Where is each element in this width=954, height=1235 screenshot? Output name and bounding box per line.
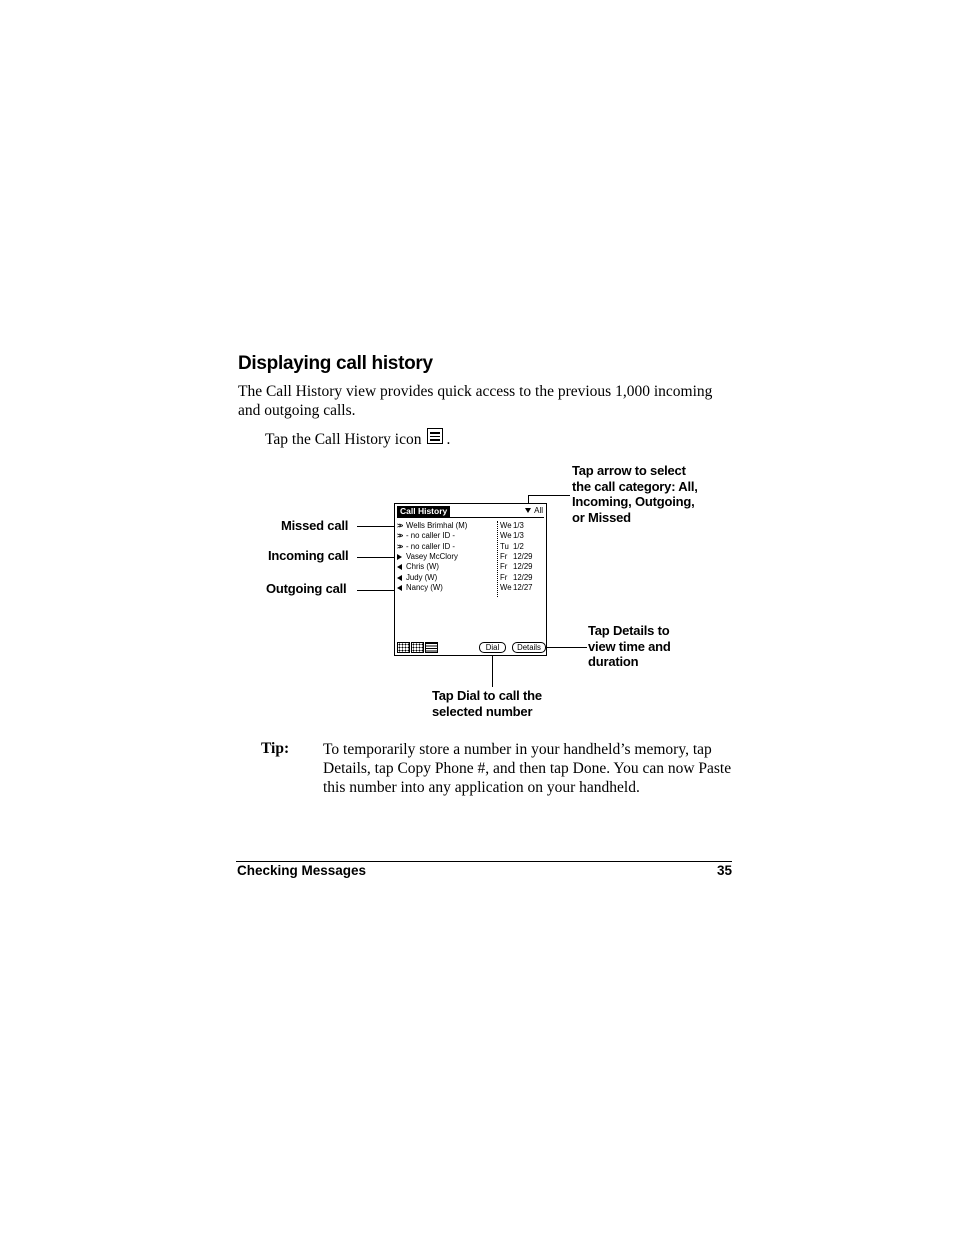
caller-name: Chris (W) <box>406 562 439 572</box>
outgoing-call-icon <box>397 585 404 592</box>
outgoing-call-icon <box>397 575 404 582</box>
tip-label: Tip: <box>261 740 290 757</box>
callout-category: Tap arrow to select the call category: All, Incoming, Outgoing, or Missed <box>572 463 698 525</box>
dial-button[interactable]: Dial <box>479 642 506 653</box>
call-date: 1/2 <box>513 541 524 551</box>
caller-name: - no caller ID - <box>406 531 455 541</box>
call-date: 12/29 <box>513 551 533 561</box>
tip-text: To temporarily store a number in your handheld’s memory, tap Details, tap Copy Phone #, and then tap Done. You can now Paste this number into any application on your handheld. <box>323 741 732 796</box>
dropdown-arrow-icon[interactable] <box>525 508 531 513</box>
section-heading: Displaying call history <box>238 353 433 374</box>
call-row[interactable] <box>397 552 542 562</box>
caller-name: Vasey McClory <box>406 551 458 561</box>
instruction-line <box>265 431 450 449</box>
leader-incoming <box>357 557 395 558</box>
footer-rule <box>236 861 732 862</box>
call-day: We <box>500 582 512 592</box>
call-history-screen <box>394 503 547 656</box>
leader-category-h <box>528 495 570 496</box>
callout-outgoing-call: Outgoing call <box>266 581 347 596</box>
small-grid-view-icon[interactable] <box>411 642 424 653</box>
missed-call-icon: >> <box>397 523 402 530</box>
call-day: We <box>500 521 512 530</box>
call-day: Tu <box>500 541 509 551</box>
leader-outgoing <box>357 590 395 591</box>
call-date: 12/29 <box>513 572 533 582</box>
call-date: 12/29 <box>513 562 533 572</box>
call-date: 12/27 <box>513 582 533 592</box>
call-date: 1/3 <box>513 521 524 530</box>
details-button[interactable]: Details <box>512 642 546 653</box>
call-row[interactable] <box>397 583 542 593</box>
call-day: We <box>500 531 512 541</box>
view-switcher <box>397 642 439 653</box>
footer-chapter: Checking Messages <box>237 863 367 878</box>
call-day: Fr <box>500 572 508 582</box>
incoming-call-icon <box>397 554 404 561</box>
callout-details: Tap Details to view time and duration <box>588 623 671 669</box>
callout-dial: Tap Dial to call the selected number <box>432 688 542 719</box>
large-grid-view-icon[interactable] <box>397 642 410 653</box>
leader-details <box>547 647 587 648</box>
category-picker[interactable] <box>525 505 543 516</box>
instruction-suffix: . <box>446 431 451 448</box>
title-underline <box>397 517 544 518</box>
leader-dial <box>492 654 493 687</box>
call-date: 1/3 <box>513 531 524 541</box>
intro-paragraph: The Call History view provides quick access to the previous 1,000 incoming and outgoing calls. <box>238 383 713 419</box>
missed-call-icon: >> <box>397 533 402 541</box>
list-view-icon[interactable] <box>425 642 438 653</box>
call-day: Fr <box>500 562 508 572</box>
call-day: Fr <box>500 551 508 561</box>
screen-title: Call History <box>397 506 450 517</box>
call-row[interactable] <box>397 573 542 583</box>
caller-name: Wells Brimhal (M) <box>406 521 468 530</box>
callout-missed-call: Missed call <box>281 518 349 533</box>
missed-call-icon: >> <box>397 543 402 551</box>
category-value: All <box>534 506 543 515</box>
caller-name: Judy (W) <box>406 572 438 582</box>
leader-missed <box>357 526 395 527</box>
call-row[interactable] <box>397 531 542 541</box>
page-number: 35 <box>716 863 732 878</box>
instruction-text: Tap the Call History icon <box>265 431 422 448</box>
outgoing-call-icon <box>397 564 404 571</box>
call-history-list-icon <box>427 428 443 444</box>
callout-incoming-call: Incoming call <box>268 548 349 563</box>
caller-name: - no caller ID - <box>406 541 455 551</box>
caller-name: Nancy (W) <box>406 582 443 592</box>
call-row[interactable] <box>397 562 542 572</box>
call-row[interactable] <box>397 521 542 531</box>
call-row[interactable] <box>397 542 542 552</box>
